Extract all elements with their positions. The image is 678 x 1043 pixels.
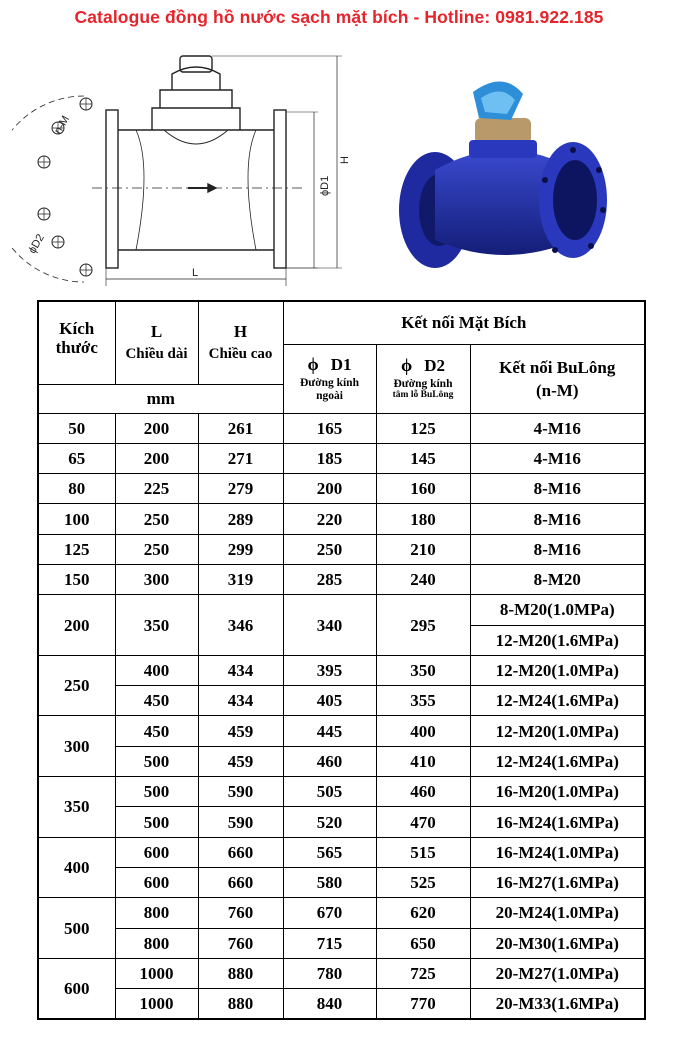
table-cell: 600 [115,867,198,897]
page-title: Catalogue đồng hồ nước sạch mặt bích - Hotline: 0981.922.185 [74,7,604,27]
table-cell: 20-M33(1.6MPa) [470,989,645,1020]
table-cell: 12-M20(1.6MPa) [470,625,645,655]
table-cell: 250 [38,655,115,716]
table-cell: 1000 [115,958,198,988]
label-h: H [339,156,351,164]
table-cell: 880 [198,989,283,1020]
table-cell: 780 [283,958,376,988]
table-cell: 600 [115,837,198,867]
table-row [38,958,645,988]
table-cell: 200 [115,413,198,443]
table-cell: 800 [115,898,198,928]
header-unit: mm [38,384,283,413]
table-cell: 459 [198,746,283,776]
header-bolt: Kết nối BuLông (n-M) [470,344,645,413]
table-cell: 760 [198,898,283,928]
table-cell: 660 [198,867,283,897]
table-cell: 261 [198,413,283,443]
table-cell: 880 [198,958,283,988]
table-cell: 505 [283,777,376,807]
table-cell: 165 [283,413,376,443]
spec-table [37,300,646,1020]
table-cell: 520 [283,807,376,837]
table-row [38,928,645,958]
table-cell: 80 [38,474,115,504]
table-cell: 180 [376,504,470,534]
table-cell: 840 [283,989,376,1020]
table-cell: 525 [376,867,470,897]
header-h: H Chiều cao [198,301,283,384]
table-cell: 271 [198,443,283,473]
label-n-m: n-M [52,113,73,137]
header-d2: ϕ D2 Đường kính tâm lỗ BuLông [376,344,470,413]
table-cell: 145 [376,443,470,473]
table-cell: 350 [38,777,115,838]
table-cell: 16-M27(1.6MPa) [470,867,645,897]
table-cell: 319 [198,564,283,594]
table-cell: 285 [283,564,376,594]
header-size: Kích thước [38,301,115,384]
table-cell: 185 [283,443,376,473]
table-row [38,777,645,807]
table-cell: 405 [283,686,376,716]
table-cell: 16-M20(1.0MPa) [470,777,645,807]
table-cell: 300 [115,564,198,594]
table-cell: 434 [198,655,283,685]
table-cell: 350 [115,595,198,656]
table-cell: 450 [115,686,198,716]
table-row [38,898,645,928]
table-cell: 800 [115,928,198,958]
table-cell: 400 [376,716,470,746]
table-cell: 4-M16 [470,443,645,473]
table-row [38,534,645,564]
table-row [38,837,645,867]
table-cell: 770 [376,989,470,1020]
table-row [38,716,645,746]
table-row [38,564,645,594]
header-d1: ϕ D1 Đường kính ngoài [283,344,376,413]
table-cell: 289 [198,504,283,534]
table-cell: 299 [198,534,283,564]
table-row [38,807,645,837]
table-cell: 460 [376,777,470,807]
table-cell: 565 [283,837,376,867]
table-cell: 434 [198,686,283,716]
table-cell: 12-M24(1.6MPa) [470,686,645,716]
table-cell: 150 [38,564,115,594]
table-cell: 8-M16 [470,534,645,564]
table-cell: 160 [376,474,470,504]
table-cell: 12-M20(1.0MPa) [470,716,645,746]
table-cell: 240 [376,564,470,594]
table-row [38,686,645,716]
table-row [38,595,645,625]
table-cell: 450 [115,716,198,746]
table-row [38,746,645,776]
table-cell: 100 [38,504,115,534]
table-cell: 459 [198,716,283,746]
table-cell: 250 [115,534,198,564]
table-cell: 355 [376,686,470,716]
table-cell: 125 [376,413,470,443]
table-cell: 4-M16 [470,413,645,443]
table-cell: 445 [283,716,376,746]
table-row [38,867,645,897]
table-cell: 460 [283,746,376,776]
table-cell: 580 [283,867,376,897]
table-cell: 250 [115,504,198,534]
table-cell: 1000 [115,989,198,1020]
table-cell: 50 [38,413,115,443]
table-cell: 8-M16 [470,504,645,534]
table-row [38,655,645,685]
table-cell: 8-M16 [470,474,645,504]
table-cell: 346 [198,595,283,656]
table-cell: 295 [376,595,470,656]
table-cell: 12-M24(1.6MPa) [470,746,645,776]
label-d1: ϕD1 [319,175,331,196]
table-cell: 279 [198,474,283,504]
table-cell: 650 [376,928,470,958]
table-cell: 500 [115,807,198,837]
table-cell: 725 [376,958,470,988]
table-cell: 600 [38,958,115,1019]
table-cell: 250 [283,534,376,564]
technical-drawing [12,46,372,286]
table-cell: 65 [38,443,115,473]
table-cell: 500 [115,777,198,807]
table-cell: 670 [283,898,376,928]
table-cell: 620 [376,898,470,928]
table-cell: 590 [198,777,283,807]
table-cell: 760 [198,928,283,958]
table-cell: 400 [115,655,198,685]
table-cell: 20-M27(1.0MPa) [470,958,645,988]
table-cell: 660 [198,837,283,867]
header-l: L Chiều dài [115,301,198,384]
table-cell: 225 [115,474,198,504]
table-cell: 400 [38,837,115,898]
table-cell: 200 [283,474,376,504]
table-cell: 410 [376,746,470,776]
table-cell: 16-M24(1.6MPa) [470,807,645,837]
header-flange: Kết nối Mặt Bích [283,301,645,344]
table-cell: 8-M20 [470,564,645,594]
table-cell: 395 [283,655,376,685]
table-cell: 350 [376,655,470,685]
table-cell: 200 [38,595,115,656]
table-row [38,413,645,443]
table-cell: 16-M24(1.0MPa) [470,837,645,867]
table-cell: 8-M20(1.0MPa) [470,595,645,625]
table-row [38,989,645,1020]
table-cell: 590 [198,807,283,837]
table-row [38,474,645,504]
water-meter-image [395,70,615,275]
table-cell: 500 [115,746,198,776]
table-cell: 20-M24(1.0MPa) [470,898,645,928]
table-cell: 12-M20(1.0MPa) [470,655,645,685]
table-cell: 715 [283,928,376,958]
table-cell: 500 [38,898,115,959]
label-l: L [192,267,199,279]
table-row [38,443,645,473]
table-cell: 300 [38,716,115,777]
table-cell: 515 [376,837,470,867]
table-cell: 220 [283,504,376,534]
label-d2: ϕD2 [26,232,47,256]
table-row [38,504,645,534]
table-cell: 340 [283,595,376,656]
table-cell: 210 [376,534,470,564]
table-cell: 125 [38,534,115,564]
table-cell: 470 [376,807,470,837]
table-cell: 200 [115,443,198,473]
table-cell: 20-M30(1.6MPa) [470,928,645,958]
